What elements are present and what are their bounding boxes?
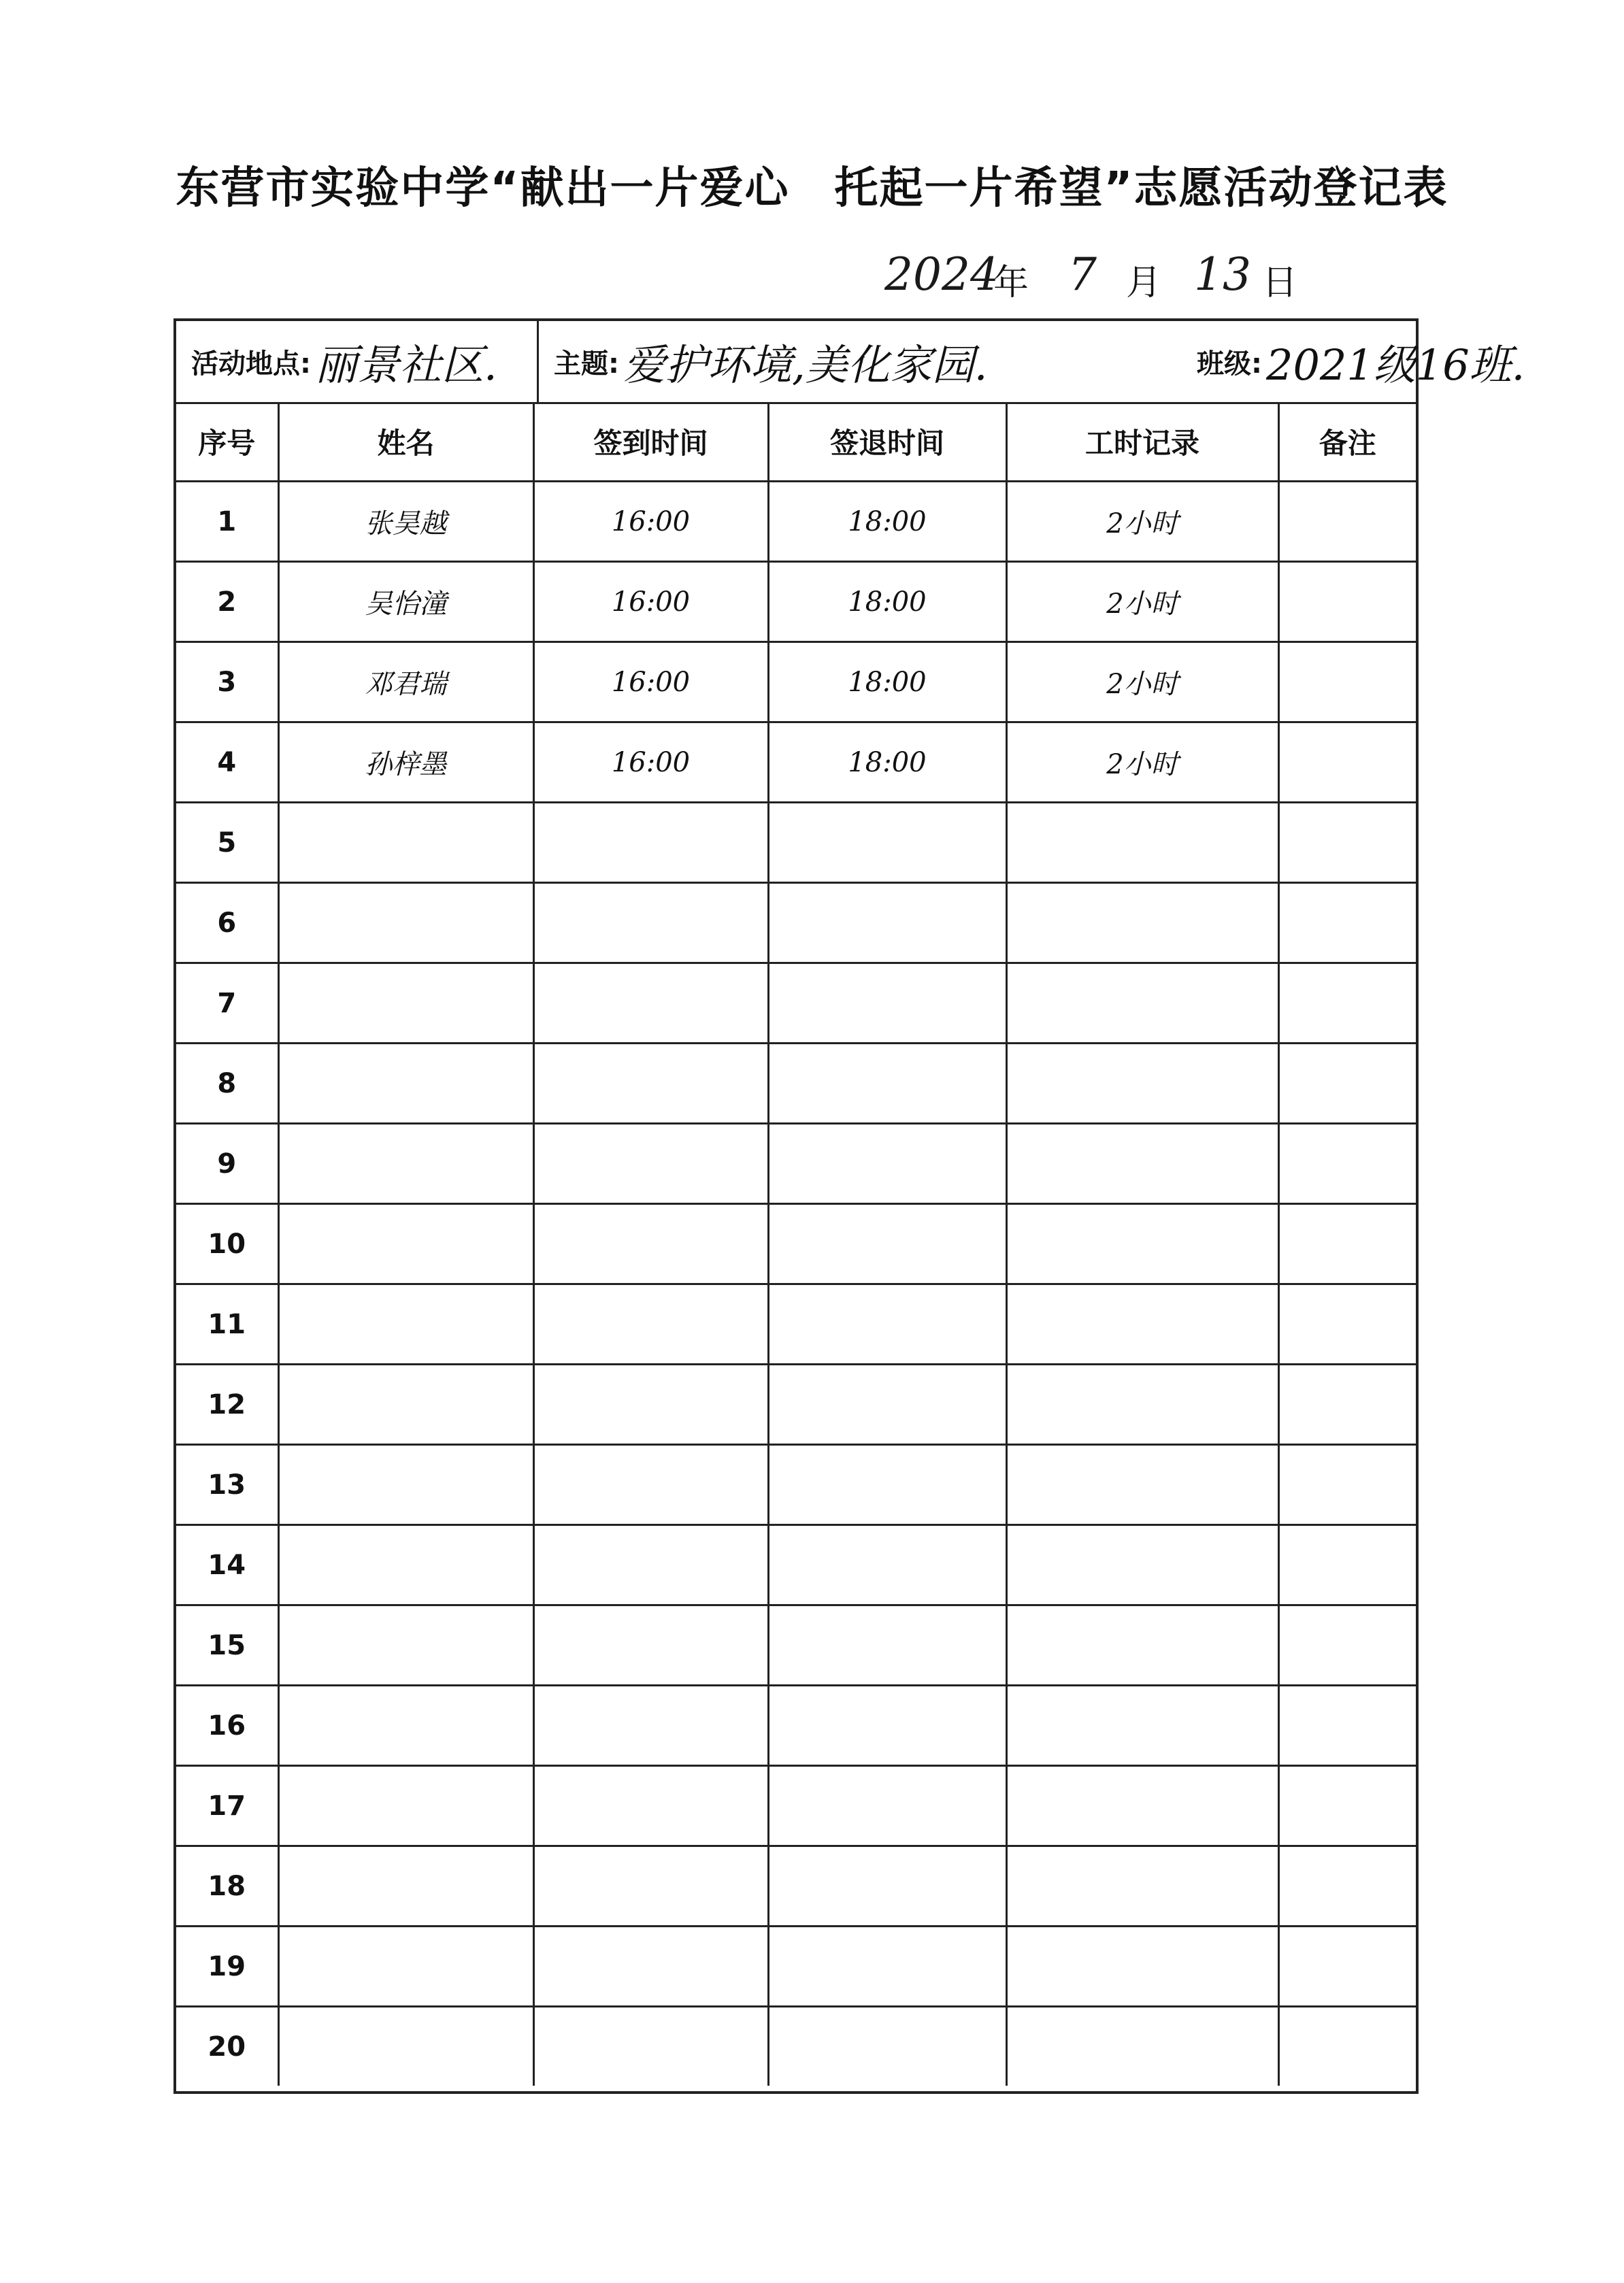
cell-checkin [533,1365,768,1445]
cell-note [1278,1846,1416,1927]
cell-checkout: 18:00 [768,562,1006,642]
cell-seq: 7 [176,963,278,1044]
cell-checkin [533,1605,768,1686]
cell-hours [1006,1686,1278,1766]
cell-note [1278,642,1416,722]
cell-name [278,1927,533,2007]
date-month: 7 [1068,248,1097,301]
theme-label: 主题: [554,348,619,380]
cell-hours [1006,1124,1278,1204]
cell-checkout [768,1766,1006,1846]
cell-name [278,1686,533,1766]
table-row [176,642,1416,722]
date-day: 13 [1194,248,1251,301]
cell-checkin [533,1124,768,1204]
table-row [176,1525,1416,1605]
cell-note [1278,963,1416,1044]
form-title: 东营市实验中学“献出一片爱心 托起一片希望”志愿活动登记表 [176,163,1448,214]
cell-note [1278,1605,1416,1686]
cell-note [1278,1124,1416,1204]
cell-seq: 3 [176,642,278,722]
cell-name [278,1204,533,1284]
class-label: 班级: [1197,348,1262,380]
cell-seq: 16 [176,1686,278,1766]
cell-name [278,1846,533,1927]
cell-checkout [768,1204,1006,1284]
cell-seq: 13 [176,1445,278,1525]
header-hours: 工时记录 [1006,402,1278,482]
cell-seq: 17 [176,1766,278,1846]
cell-hours [1006,883,1278,963]
cell-hours [1006,1927,1278,2007]
cell-checkin [533,1927,768,2007]
date-year: 2024 [884,248,999,301]
cell-hours [1006,2007,1278,2086]
header-note: 备注 [1278,402,1416,482]
table-row [176,1766,1416,1846]
cell-hours [1006,1044,1278,1124]
cell-hours [1006,1365,1278,1445]
header-checkout: 签退时间 [768,402,1006,482]
cell-seq: 4 [176,722,278,803]
cell-hours [1006,1605,1278,1686]
table-row [176,482,1416,562]
cell-name [278,803,533,883]
cell-checkout: 18:00 [768,482,1006,562]
cell-name [278,963,533,1044]
cell-checkout [768,1927,1006,2007]
cell-seq: 1 [176,482,278,562]
cell-name [278,1044,533,1124]
cell-checkout [768,1284,1006,1365]
cell-hours: 2小时 [1006,562,1278,642]
cell-checkin [533,1766,768,1846]
cell-name [278,1525,533,1605]
table-row [176,963,1416,1044]
cell-checkout: 18:00 [768,642,1006,722]
table-row [176,883,1416,963]
cell-note [1278,883,1416,963]
table-row [176,1686,1416,1766]
header-name: 姓名 [278,402,533,482]
table-row [176,1445,1416,1525]
cell-hours [1006,1204,1278,1284]
header-checkin: 签到时间 [533,402,768,482]
cell-hours [1006,1525,1278,1605]
cell-checkin [533,2007,768,2086]
table-row [176,1605,1416,1686]
cell-checkin [533,1525,768,1605]
cell-note [1278,1927,1416,2007]
table-row [176,1044,1416,1124]
cell-checkout [768,1044,1006,1124]
cell-seq: 11 [176,1284,278,1365]
cell-note [1278,1686,1416,1766]
cell-hours: 2小时 [1006,482,1278,562]
theme-value: 爱护环境,美化家园. [623,340,988,390]
cell-seq: 9 [176,1124,278,1204]
activity-info-row [176,321,1525,404]
cell-hours [1006,963,1278,1044]
cell-checkin [533,1044,768,1124]
cell-checkout [768,1605,1006,1686]
location-value: 丽景社区. [315,340,497,390]
cell-seq: 6 [176,883,278,963]
cell-checkin [533,1846,768,1927]
cell-checkin: 16:00 [533,482,768,562]
table-row [176,562,1416,642]
class-cell [1006,321,1525,402]
cell-hours: 2小时 [1006,722,1278,803]
date-day-unit: 日 [1262,263,1298,303]
table-row [176,722,1416,803]
cell-note [1278,803,1416,883]
cell-name [278,1766,533,1846]
cell-name [278,1605,533,1686]
table-row [176,1927,1416,2007]
cell-note [1278,722,1416,803]
cell-note [1278,482,1416,562]
cell-hours [1006,1284,1278,1365]
table-row [176,1124,1416,1204]
cell-name [278,1124,533,1204]
cell-seq: 18 [176,1846,278,1927]
table-row [176,2007,1416,2086]
cell-hours: 2小时 [1006,642,1278,722]
cell-checkin: 16:00 [533,642,768,722]
cell-checkin [533,883,768,963]
table-row [176,1365,1416,1445]
table-row [176,1204,1416,1284]
cell-checkout [768,1525,1006,1605]
cell-note [1278,1284,1416,1365]
cell-name: 邓君瑞 [278,642,533,722]
cell-seq: 12 [176,1365,278,1445]
header-seq: 序号 [176,402,278,482]
cell-seq: 10 [176,1204,278,1284]
cell-seq: 2 [176,562,278,642]
cell-note [1278,1365,1416,1445]
cell-name [278,2007,533,2086]
cell-hours [1006,1445,1278,1525]
cell-name: 张昊越 [278,482,533,562]
cell-checkout [768,1365,1006,1445]
cell-seq: 20 [176,2007,278,2086]
cell-seq: 15 [176,1605,278,1686]
cell-checkout [768,1124,1006,1204]
cell-checkin [533,1284,768,1365]
cell-checkin [533,803,768,883]
registration-sheet [173,318,1525,2094]
cell-seq: 5 [176,803,278,883]
volunteer-table [176,402,1416,2086]
cell-name [278,1284,533,1365]
cell-checkout [768,1846,1006,1927]
cell-seq: 8 [176,1044,278,1124]
cell-hours [1006,803,1278,883]
cell-note [1278,1204,1416,1284]
cell-hours [1006,1766,1278,1846]
table-header-row [176,402,1416,482]
cell-note [1278,1445,1416,1525]
table-row [176,1284,1416,1365]
location-cell [176,321,537,402]
cell-note [1278,1766,1416,1846]
cell-name: 吴怡潼 [278,562,533,642]
cell-checkin [533,1445,768,1525]
cell-name: 孙梓墨 [278,722,533,803]
cell-checkout [768,963,1006,1044]
cell-name [278,883,533,963]
cell-checkin: 16:00 [533,562,768,642]
table-row [176,803,1416,883]
class-value: 2021级16班. [1266,340,1525,390]
cell-note [1278,1044,1416,1124]
cell-name [278,1365,533,1445]
cell-checkout [768,803,1006,883]
cell-checkin [533,1204,768,1284]
cell-note [1278,2007,1416,2086]
cell-note [1278,562,1416,642]
cell-checkout [768,1686,1006,1766]
cell-checkin [533,963,768,1044]
cell-checkin [533,1686,768,1766]
date-year-unit: 年 [993,263,1029,303]
cell-checkout [768,2007,1006,2086]
table-row [176,1846,1416,1927]
cell-note [1278,1525,1416,1605]
cell-checkout: 18:00 [768,722,1006,803]
cell-seq: 19 [176,1927,278,2007]
date-month-unit: 月 [1126,263,1162,303]
cell-hours [1006,1846,1278,1927]
cell-name [278,1445,533,1525]
cell-checkin: 16:00 [533,722,768,803]
cell-checkout [768,1445,1006,1525]
cell-checkout [768,883,1006,963]
cell-seq: 14 [176,1525,278,1605]
location-label: 活动地点: [191,348,311,380]
